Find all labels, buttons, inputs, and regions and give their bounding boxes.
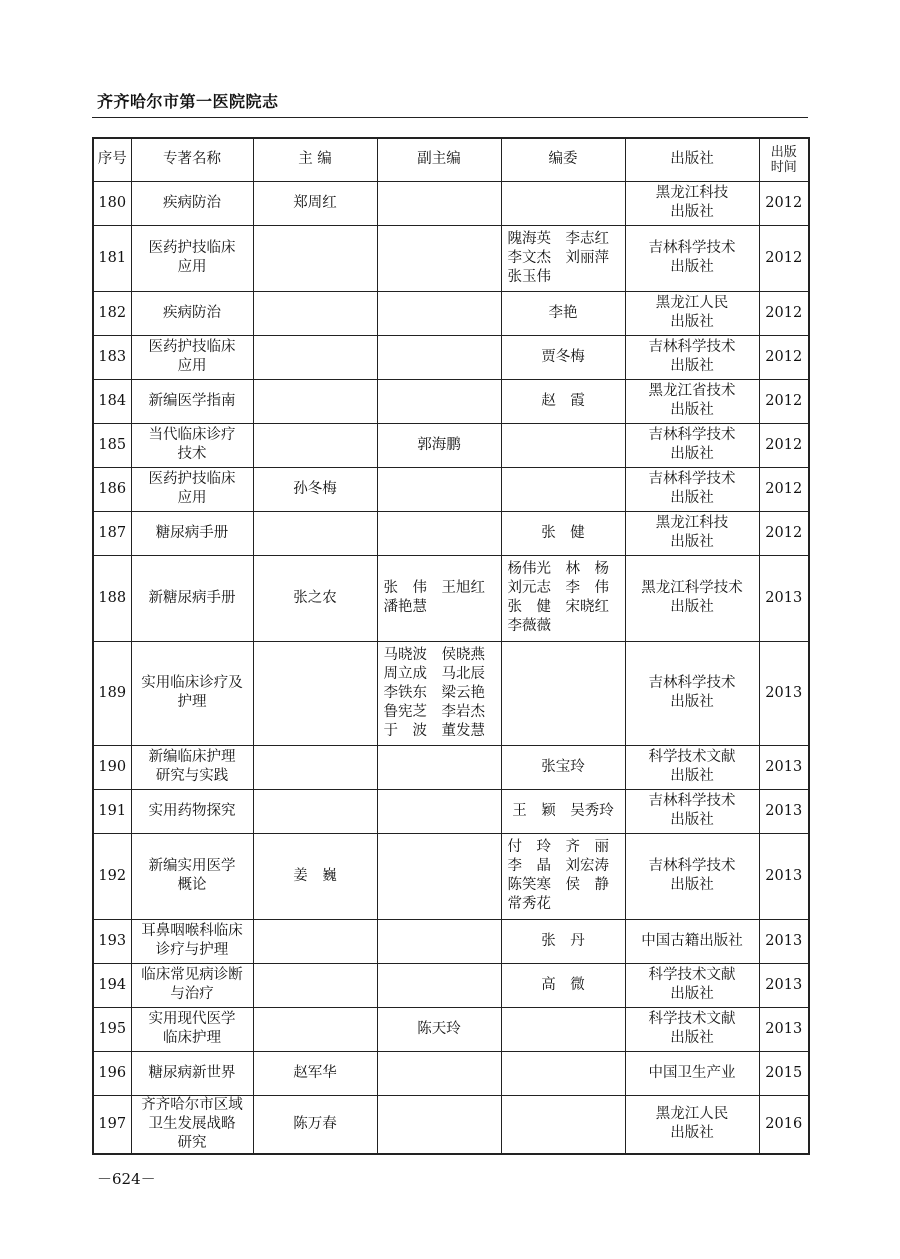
cell-publisher: 吉林科学技术 出版社 [625,335,759,379]
cell-title: 当代临床诊疗 技术 [131,423,253,467]
table-row [93,511,809,555]
cell-publisher: 吉林科学技术 出版社 [625,467,759,511]
table-row [93,1051,809,1095]
cell-deputy-editor: 陈天玲 [377,1007,501,1051]
table-row [93,641,809,745]
cell-number: 195 [93,1007,131,1051]
cell-deputy-editor [377,789,501,833]
cell-members [501,1051,625,1095]
cell-number: 185 [93,423,131,467]
cell-publisher: 中国卫生产业 [625,1051,759,1095]
cell-publisher: 吉林科学技术 出版社 [625,641,759,745]
cell-number: 196 [93,1051,131,1095]
table-row [93,181,809,225]
cell-publisher: 吉林科学技术 出版社 [625,423,759,467]
table-row [93,745,809,789]
table-header-row [93,138,809,181]
cell-members [501,467,625,511]
table-row [93,1007,809,1051]
cell-deputy-editor: 张 伟 王旭红 潘艳慧 [377,555,501,641]
cell-year: 2013 [759,745,809,789]
cell-editor [253,1007,377,1051]
cell-publisher: 科学技术文献 出版社 [625,1007,759,1051]
table-row [93,379,809,423]
cell-year: 2012 [759,379,809,423]
cell-year: 2013 [759,1007,809,1051]
cell-editor: 郑周红 [253,181,377,225]
cell-editor: 孙冬梅 [253,467,377,511]
cell-publisher: 黑龙江科技 出版社 [625,511,759,555]
cell-year: 2012 [759,335,809,379]
cell-title: 实用临床诊疗及 护理 [131,641,253,745]
cell-number: 192 [93,833,131,919]
cell-year: 2012 [759,225,809,291]
table-row [93,963,809,1007]
cell-publisher: 中国古籍出版社 [625,919,759,963]
cell-deputy-editor [377,745,501,789]
cell-members: 张 健 [501,511,625,555]
cell-members: 王 颖 吴秀玲 [501,789,625,833]
cell-deputy-editor [377,1051,501,1095]
cell-publisher: 吉林科学技术 出版社 [625,789,759,833]
cell-number: 197 [93,1095,131,1154]
cell-title: 新糖尿病手册 [131,555,253,641]
cell-publisher: 黑龙江人民 出版社 [625,1095,759,1154]
cell-title: 新编实用医学 概论 [131,833,253,919]
cell-members: 杨伟光 林 杨 刘元志 李 伟 张 健 宋晓红 李薇薇 [501,555,625,641]
cell-number: 189 [93,641,131,745]
cell-editor [253,225,377,291]
table-row [93,225,809,291]
cell-members: 张宝玲 [501,745,625,789]
cell-publisher: 黑龙江科技 出版社 [625,181,759,225]
cell-year: 2012 [759,423,809,467]
cell-editor [253,745,377,789]
cell-editor [253,511,377,555]
cell-members: 贾冬梅 [501,335,625,379]
table-row [93,555,809,641]
cell-members: 张 丹 [501,919,625,963]
cell-deputy-editor [377,225,501,291]
page-number: －624－ [97,1170,156,1188]
col-header-members: 编委 [501,138,625,181]
col-header-deputy-editor: 副主编 [377,138,501,181]
cell-editor: 张之农 [253,555,377,641]
cell-title: 医药护技临床 应用 [131,225,253,291]
cell-number: 181 [93,225,131,291]
cell-title: 糖尿病新世界 [131,1051,253,1095]
monographs-table [92,137,810,1155]
cell-deputy-editor [377,833,501,919]
table-row [93,291,809,335]
cell-publisher: 黑龙江人民 出版社 [625,291,759,335]
cell-publisher: 吉林科学技术 出版社 [625,225,759,291]
cell-publisher: 科学技术文献 出版社 [625,745,759,789]
cell-members [501,423,625,467]
table-row [93,467,809,511]
cell-publisher: 黑龙江科学技术 出版社 [625,555,759,641]
cell-editor [253,379,377,423]
cell-number: 193 [93,919,131,963]
cell-number: 187 [93,511,131,555]
cell-year: 2012 [759,511,809,555]
cell-number: 190 [93,745,131,789]
cell-editor: 赵军华 [253,1051,377,1095]
table-row [93,789,809,833]
cell-members [501,181,625,225]
cell-number: 184 [93,379,131,423]
cell-deputy-editor: 郭海鹏 [377,423,501,467]
cell-members: 隗海英 李志红 李文杰 刘丽萍 张玉伟 [501,225,625,291]
cell-members [501,1007,625,1051]
cell-title: 医药护技临床 应用 [131,335,253,379]
cell-members: 高 微 [501,963,625,1007]
cell-number: 194 [93,963,131,1007]
cell-year: 2012 [759,467,809,511]
cell-title: 医药护技临床 应用 [131,467,253,511]
cell-title: 疾病防治 [131,291,253,335]
cell-number: 182 [93,291,131,335]
cell-editor [253,335,377,379]
cell-publisher: 科学技术文献 出版社 [625,963,759,1007]
cell-editor [253,641,377,745]
cell-number: 191 [93,789,131,833]
cell-deputy-editor [377,511,501,555]
cell-deputy-editor [377,181,501,225]
cell-editor: 姜 巍 [253,833,377,919]
cell-title: 耳鼻咽喉科临床 诊疗与护理 [131,919,253,963]
cell-editor [253,919,377,963]
cell-title: 实用现代医学 临床护理 [131,1007,253,1051]
cell-deputy-editor: 马晓波 侯晓燕 周立成 马北辰 李铁东 梁云艳 鲁宪芝 李岩杰 于 波 董发慧 [377,641,501,745]
cell-deputy-editor [377,1095,501,1154]
cell-deputy-editor [377,291,501,335]
running-head: 齐齐哈尔市第一医院院志 [97,92,279,111]
cell-editor: 陈万春 [253,1095,377,1154]
col-header-number: 序号 [93,138,131,181]
cell-editor [253,291,377,335]
cell-number: 183 [93,335,131,379]
table-row [93,919,809,963]
cell-members: 李艳 [501,291,625,335]
cell-publisher: 黑龙江省技术 出版社 [625,379,759,423]
cell-deputy-editor [377,379,501,423]
cell-deputy-editor [377,467,501,511]
cell-year: 2013 [759,919,809,963]
cell-year: 2013 [759,641,809,745]
cell-deputy-editor [377,963,501,1007]
cell-members: 赵 霞 [501,379,625,423]
cell-title: 齐齐哈尔市区域 卫生发展战略 研究 [131,1095,253,1154]
cell-title: 糖尿病手册 [131,511,253,555]
header-rule [92,117,808,118]
cell-title: 实用药物探究 [131,789,253,833]
cell-publisher: 吉林科学技术 出版社 [625,833,759,919]
cell-title: 新编临床护理 研究与实践 [131,745,253,789]
cell-year: 2013 [759,833,809,919]
cell-number: 180 [93,181,131,225]
cell-deputy-editor [377,919,501,963]
col-header-title: 专著名称 [131,138,253,181]
table-row [93,833,809,919]
table-row [93,1095,809,1154]
cell-title: 疾病防治 [131,181,253,225]
cell-title: 新编医学指南 [131,379,253,423]
cell-editor [253,963,377,1007]
cell-year: 2015 [759,1051,809,1095]
cell-title: 临床常见病诊断 与治疗 [131,963,253,1007]
col-header-publisher: 出版社 [625,138,759,181]
cell-year: 2016 [759,1095,809,1154]
cell-number: 186 [93,467,131,511]
cell-year: 2012 [759,291,809,335]
cell-members [501,641,625,745]
cell-deputy-editor [377,335,501,379]
col-header-editor: 主 编 [253,138,377,181]
cell-members [501,1095,625,1154]
table-row [93,335,809,379]
cell-number: 188 [93,555,131,641]
cell-year: 2013 [759,963,809,1007]
cell-year: 2013 [759,555,809,641]
cell-editor [253,789,377,833]
cell-editor [253,423,377,467]
cell-year: 2013 [759,789,809,833]
cell-year: 2012 [759,181,809,225]
cell-members: 付 玲 齐 丽 李 晶 刘宏涛 陈笑寒 侯 静 常秀花 [501,833,625,919]
col-header-year: 出版 时间 [759,138,809,181]
table-row [93,423,809,467]
